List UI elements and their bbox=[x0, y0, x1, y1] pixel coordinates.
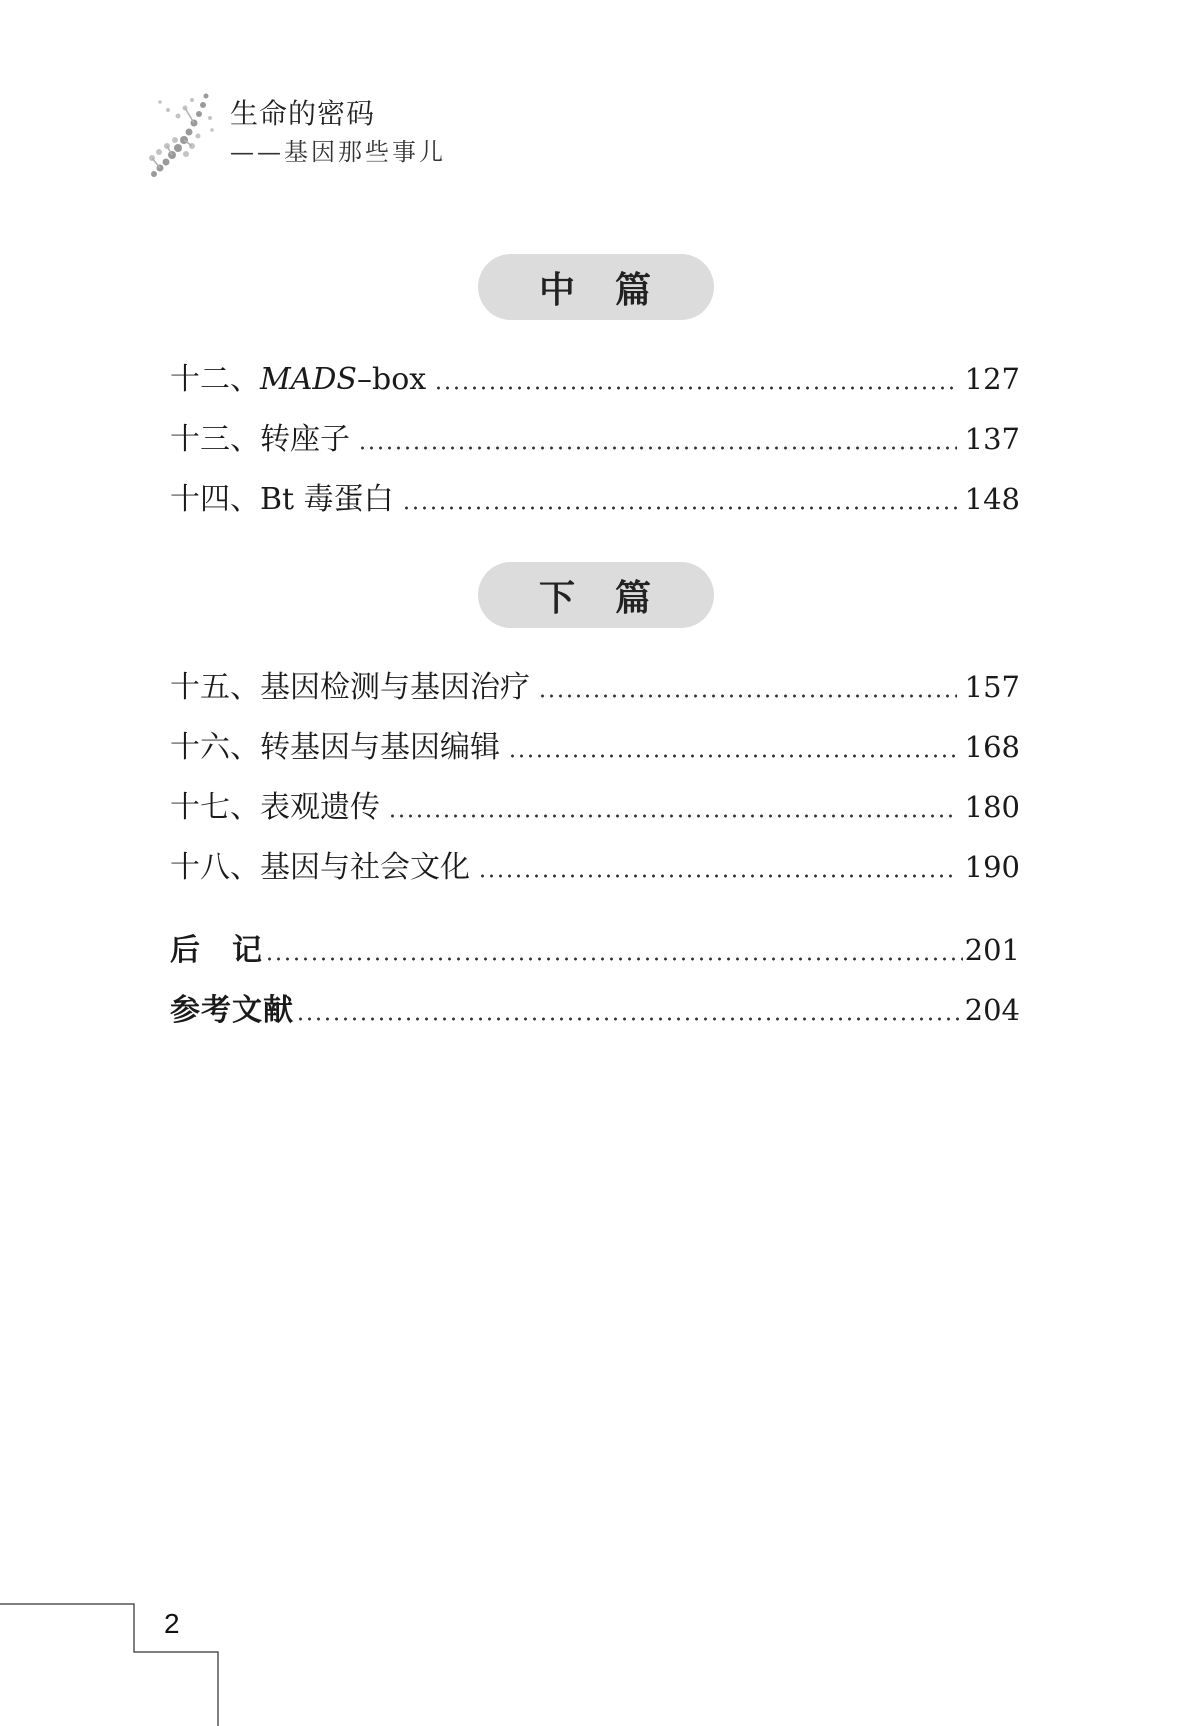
toc-section-final bbox=[170, 662, 1020, 902]
toc-entry-title: 十八、基因与社会文化 bbox=[170, 850, 470, 885]
toc-entry-title: 十六、转基因与基因编辑 bbox=[170, 730, 500, 765]
toc-page-number: 201 bbox=[964, 933, 1020, 967]
toc-page-number: 204 bbox=[964, 993, 1020, 1027]
dot-leader bbox=[265, 957, 963, 961]
toc-entry[interactable] bbox=[170, 842, 1020, 902]
toc-entry[interactable] bbox=[170, 662, 1020, 722]
toc-entry[interactable] bbox=[170, 414, 1020, 474]
toc-entry[interactable] bbox=[170, 722, 1020, 782]
toc-page-number: 168 bbox=[964, 730, 1020, 764]
dot-leader bbox=[402, 506, 957, 510]
dna-helix-icon bbox=[148, 88, 218, 180]
dot-leader bbox=[478, 874, 957, 878]
toc-entry-title: 十二、MADS–box bbox=[170, 362, 427, 397]
book-title: 生命的密码 bbox=[230, 97, 376, 130]
section-heading-middle: 中 篇 bbox=[478, 254, 714, 320]
section-heading-final: 下 篇 bbox=[478, 562, 714, 628]
book-subtitle: ——基因那些事儿 bbox=[230, 138, 446, 166]
running-header bbox=[148, 88, 508, 183]
toc-entry[interactable] bbox=[170, 782, 1020, 842]
toc-entry-title: 后 记 bbox=[170, 933, 263, 968]
toc-entry[interactable] bbox=[170, 354, 1020, 414]
toc-page-number: 127 bbox=[964, 362, 1020, 396]
toc-page-number: 137 bbox=[964, 422, 1020, 456]
dot-leader bbox=[358, 446, 957, 450]
toc-back-matter bbox=[170, 925, 1020, 1045]
toc-page-number: 190 bbox=[964, 850, 1020, 884]
toc-page-number: 148 bbox=[964, 482, 1020, 516]
toc-entry-title: 参考文献 bbox=[170, 993, 294, 1028]
toc-entry[interactable] bbox=[170, 474, 1020, 534]
dot-leader bbox=[434, 386, 956, 390]
toc-entry-references[interactable] bbox=[170, 985, 1020, 1045]
page-number: 2 bbox=[164, 1608, 180, 1639]
dot-leader bbox=[388, 814, 957, 818]
toc-entry-afterword[interactable] bbox=[170, 925, 1020, 985]
toc-page-number: 180 bbox=[964, 790, 1020, 824]
dot-leader bbox=[538, 694, 957, 698]
toc-entry-title: 十五、基因检测与基因治疗 bbox=[170, 670, 530, 705]
toc-section-middle bbox=[170, 354, 1020, 534]
toc-entry-title: 十四、Bt 毒蛋白 bbox=[170, 482, 394, 517]
dot-leader bbox=[296, 1017, 963, 1021]
toc-page-number: 157 bbox=[964, 670, 1020, 704]
page-corner-frame bbox=[0, 1600, 220, 1726]
toc-entry-title: 十三、转座子 bbox=[170, 422, 350, 457]
toc-entry-title: 十七、表观遗传 bbox=[170, 790, 380, 825]
dot-leader bbox=[508, 754, 957, 758]
